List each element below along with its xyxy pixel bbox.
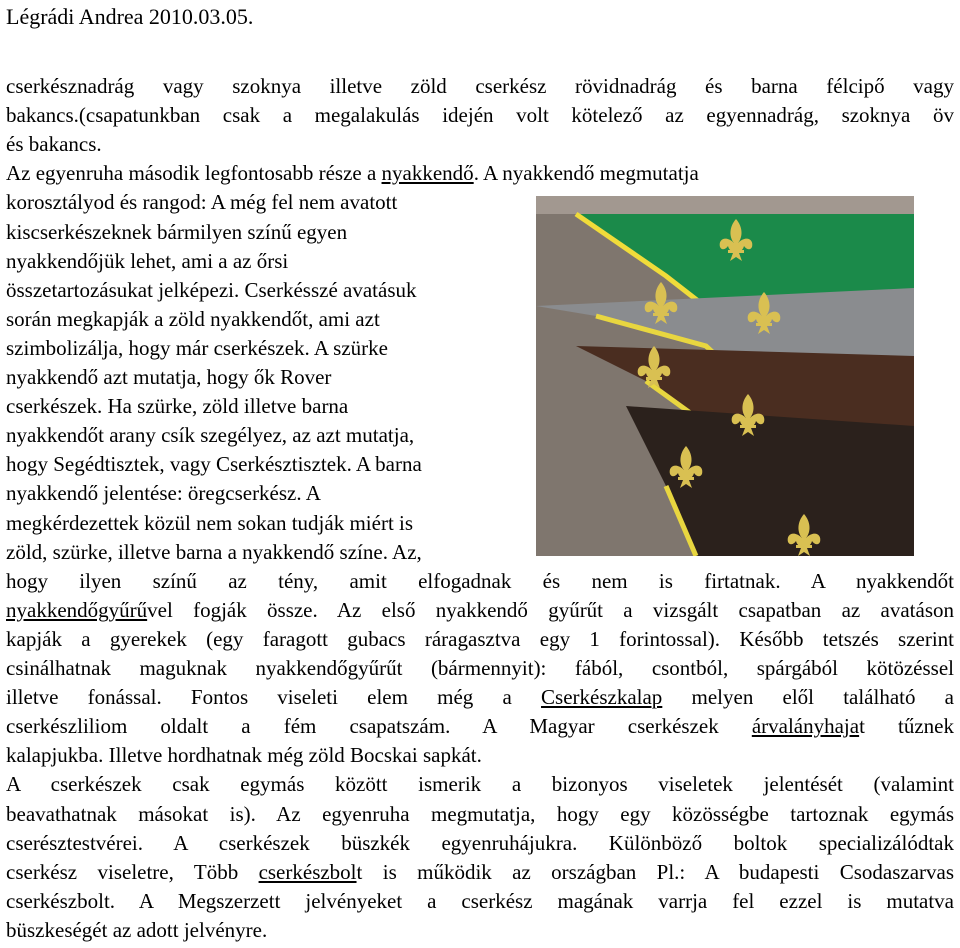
text-line: cserkészek. Ha szürke, zöld illetve barna [6, 394, 349, 419]
text-line: összetartozásukat jelképezi. Cserkésszé avatásuk [6, 277, 417, 302]
text-line: büszkeségét az adott jelvényre. [6, 917, 268, 942]
text-line: csinálhatnak maguknak nyakkendőgyűrűt (bármennyit): fából, csontból, spárgából kötözéssel [6, 656, 954, 680]
text-line [6, 596, 954, 625]
text-segment: Az egyenruha második legfontosabb része a [6, 161, 382, 186]
text-line: során megkapják a zöld nyakkendőt, ami azt [6, 306, 380, 331]
text-line: A cserkészek csak egymás között ismerik a bizonyos viseletek jelentését (valamint [6, 772, 954, 797]
text-line: megkérdezettek közül nem sokan tudják miért is [6, 510, 414, 535]
hyperlink[interactable]: nyakkendőgyűrű [6, 597, 148, 622]
text-line [6, 683, 954, 712]
text-line: nyakkendőjük lehet, ami a az őrsi [6, 248, 289, 273]
text-line [6, 159, 699, 188]
text-segment: illetve fonással. Fontos viseleti elem még a [6, 685, 542, 710]
text-line: nyakkendőt arany csík szegélyez, az azt mutatja, [6, 423, 415, 448]
text-line: cserkésznadrág vagy szoknya illetve zöld cserkész rövidnadrág és barna félcipő vagy [6, 74, 954, 98]
text-line [6, 712, 954, 741]
text-line: kapják a gyerekek (egy faragott gubacs ráragasztva egy 1 forintossal). Később tetszés szerint [6, 626, 954, 651]
text-line: bakancs.(csapatunkban csak a megalakulás idején volt kötelező az egyennadrág, szoknya öv [6, 103, 954, 128]
text-line: kiscserkészeknek bármilyen színű egyen [6, 219, 348, 244]
text-segment: t is működik az országban Pl.: A budapesti Csodaszarvas [356, 859, 954, 884]
text-line: hogy Segédtisztek, vagy Cserkésztisztek. A barna [6, 452, 422, 477]
hyperlink[interactable]: árvalányhaja [751, 714, 860, 739]
text-line: cserésztestvérei. A cserkészek büszkék egyenruhájukra. Különböző boltok specializálódtak [6, 830, 954, 855]
text-line: zöld, szürke, illetve barna a nyakkendő színe. Az, [6, 539, 422, 564]
document-header: Légrádi Andrea 2010.03.05. [6, 4, 254, 29]
text-segment: t tűznek [859, 714, 954, 739]
hyperlink[interactable]: nyakkendő [381, 161, 474, 186]
text-line: és bakancs. [6, 132, 102, 157]
text-segment: melyen elől található a [662, 685, 955, 710]
text-segment: cserkészliliom oldalt a fém csapatszám. A Magyar cserkészek [6, 714, 752, 739]
text-line: beavathatnak másokat is). Az egyenruha megmutatja, hogy egy közösségbe tartoznak egymás [6, 801, 954, 826]
scarves-photo [536, 196, 914, 556]
text-line: nyakkendő jelentése: öregcserkész. A [6, 481, 321, 506]
text-line: szimbolizálja, hogy már cserkészek. A szürke [6, 335, 388, 360]
text-line: hogy ilyen színű az tény, amit elfogadnak és nem is firtatnak. A nyakkendőt [6, 568, 954, 593]
text-line [6, 858, 954, 887]
text-line: korosztályod és rangod: A még fel nem avatott [6, 190, 398, 215]
hyperlink[interactable]: cserkészbol [258, 859, 357, 884]
hyperlink[interactable]: Cserkészkalap [541, 685, 663, 710]
text-line: nyakkendő azt mutatja, hogy ők Rover [6, 365, 332, 389]
text-segment: vel fogják össze. Az első nyakkendő gyűrűt a vizsgált csapatban az avatáson [147, 597, 954, 622]
text-segment: cserkész viseletre, Több [6, 859, 259, 884]
text-line: kalapjukba. Illetve hordhatnak még zöld Bocskai sapkát. [6, 743, 482, 768]
text-segment: . A nyakkendő megmutatja [473, 161, 699, 186]
text-line: cserkészbolt. A Megszerzett jelvényeket a cserkész magának varrja fel ezzel is mutatva [6, 888, 954, 913]
